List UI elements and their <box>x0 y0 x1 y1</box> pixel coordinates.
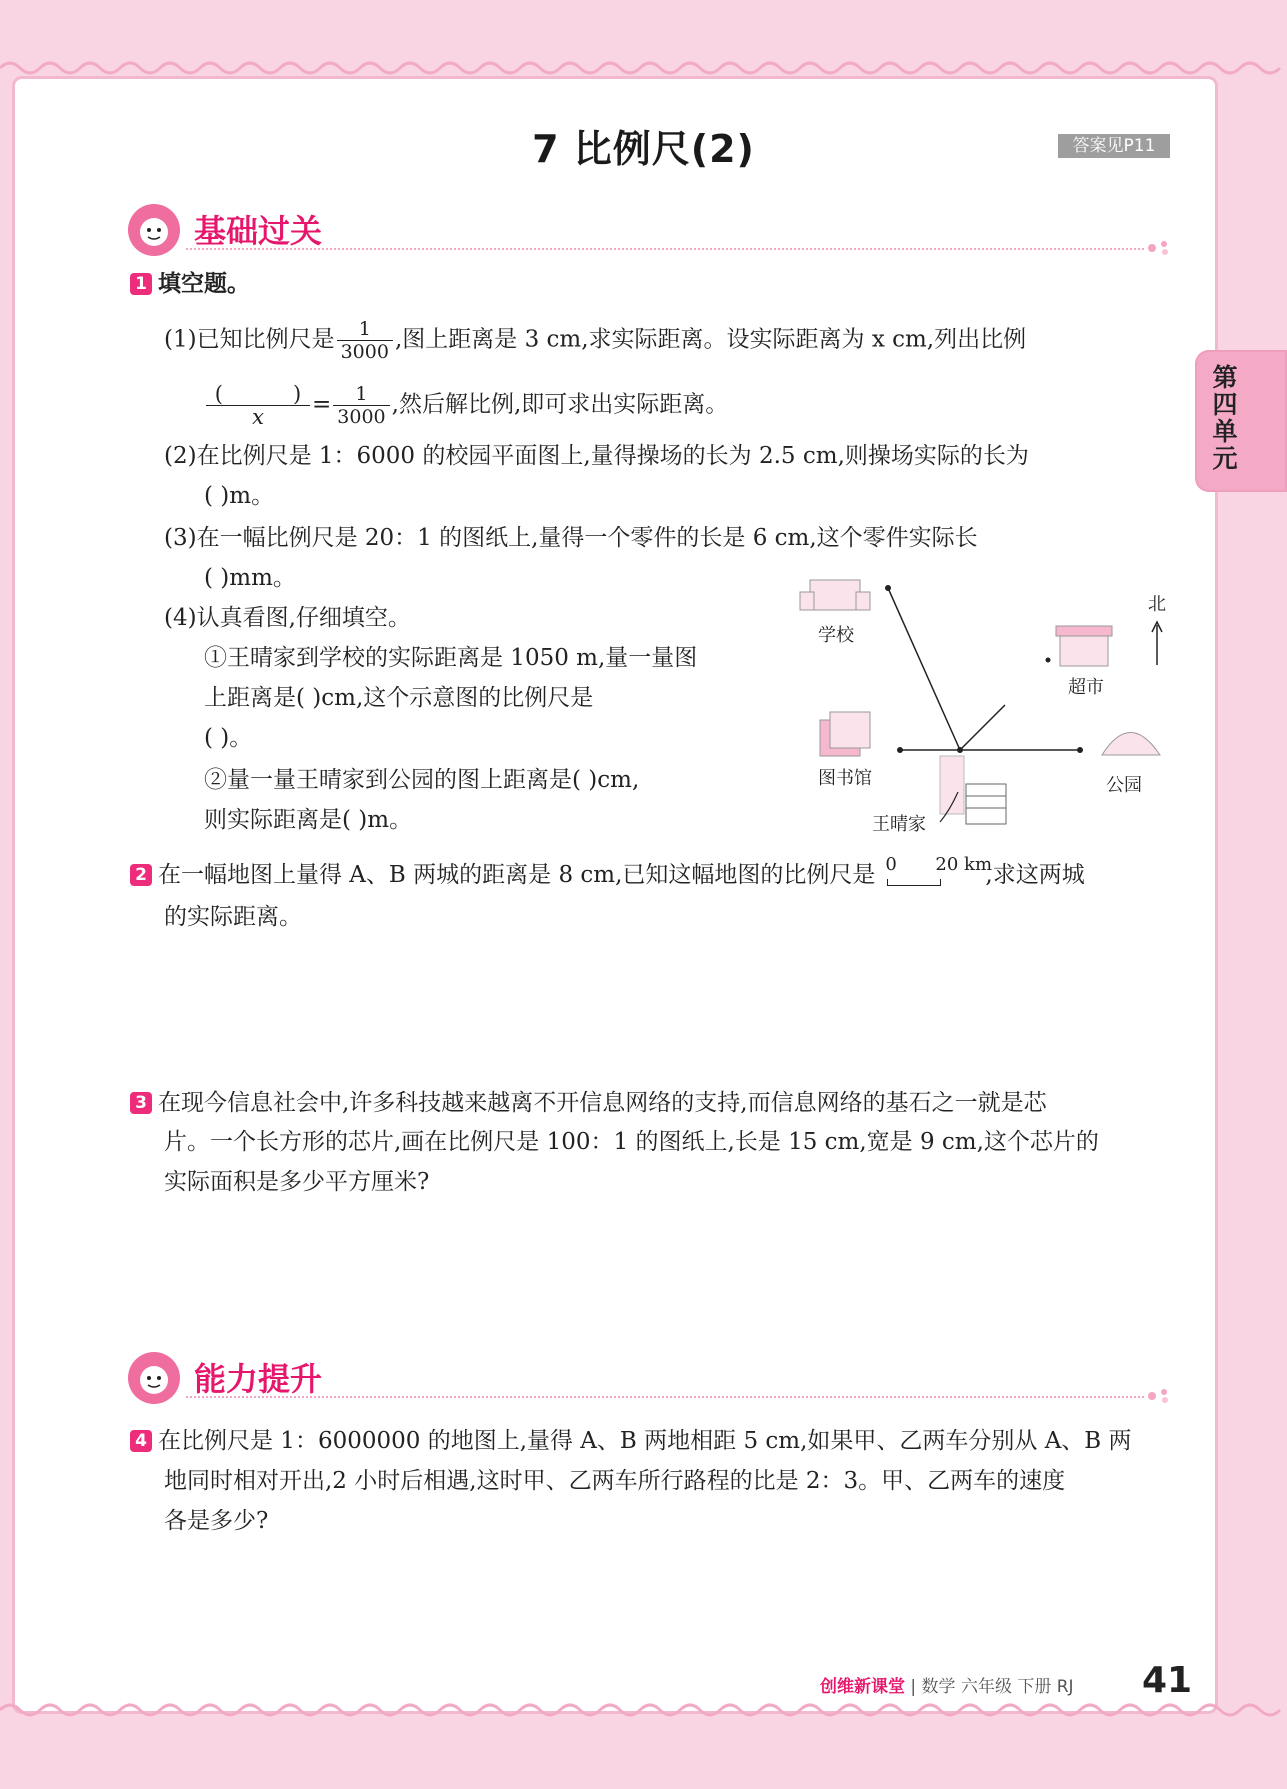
fraction <box>337 318 393 363</box>
q1-part4-1-line1: ①王晴家到学校的实际距离是 1050 m,量一量图 <box>204 645 698 671</box>
q1-part4-1-line3: ( )。 <box>204 725 253 751</box>
question-2-line1 <box>130 855 1085 895</box>
text: ,然后解比例,即可求出实际距离。 <box>391 391 729 418</box>
text: (1)已知比例尺是 <box>164 326 335 353</box>
page-number: 41 <box>1142 1660 1193 1701</box>
section-divider <box>186 1396 1144 1398</box>
section-divider <box>186 248 1144 250</box>
mascot-icon <box>128 1352 180 1404</box>
library-icon <box>820 712 870 756</box>
footer-text: | 数学 六年级 下册 RJ <box>910 1677 1074 1697</box>
question-number: 1 <box>130 273 152 295</box>
line-home-supermarket <box>960 705 1005 750</box>
label-supermarket: 超市 <box>1068 677 1104 698</box>
question-1-title <box>130 264 250 304</box>
numerator: 1 <box>337 318 393 341</box>
park-icon <box>1102 733 1160 756</box>
park-point <box>1077 747 1083 753</box>
q1-part2-line1: (2)在比例尺是 1：6000 的校园平面图上,量得操场的长为 2.5 cm,则操场实际的长为 <box>164 443 1029 469</box>
fraction-blank <box>206 383 310 428</box>
scale-line <box>887 879 941 886</box>
q1-part4-2-line1: ②量一量王晴家到公园的图上距离是( )cm, <box>204 767 640 793</box>
q1-part4-title: (4)认真看图,仔细填空。 <box>164 605 411 631</box>
mascot-icon <box>128 204 180 256</box>
text: ,图上距离是 3 cm,求实际距离。设实际距离为 x cm,列出比例 <box>394 326 1027 353</box>
footer-brand: 创维新课堂 <box>820 1677 905 1697</box>
fraction <box>333 383 389 428</box>
decor-dots-icon <box>1144 1386 1174 1406</box>
section-header-basic <box>128 204 1174 254</box>
label-north: 北 <box>1148 594 1166 615</box>
label-school: 学校 <box>818 625 854 646</box>
q1-part4-2-line2: 则实际距离是( )m。 <box>204 807 413 833</box>
q1-part4-1-line2: 上距离是( )cm,这个示意图的比例尺是 <box>204 685 594 711</box>
map-diagram <box>790 570 1180 845</box>
line-home-school <box>888 588 960 750</box>
footer-info <box>820 1672 1074 1697</box>
paren: ) <box>293 382 302 406</box>
section-label: 基础过关 <box>194 212 323 250</box>
question-4-line2: 地同时相对开出,2 小时后相遇,这时甲、乙两车所行路程的比是 2：3。甲、乙两车的速度 <box>164 1468 1066 1494</box>
decor-dots-icon <box>1144 238 1174 258</box>
q1-part3-line2: ( )mm。 <box>204 565 296 591</box>
scale-end: 20 km <box>935 854 993 875</box>
home-point <box>957 747 963 753</box>
question-3-line2: 片。一个长方形的芯片,画在比例尺是 100：1 的图纸上,长是 15 cm,宽是 9 cm,这个芯片的 <box>164 1129 1099 1155</box>
question-2-line2: 的实际距离。 <box>164 904 302 930</box>
scale-start: 0 <box>885 854 897 875</box>
bottom-wave-border <box>0 1700 1287 1720</box>
numerator: 1 <box>333 383 389 406</box>
q1-part1-line2 <box>204 383 728 428</box>
label-park: 公园 <box>1106 775 1142 796</box>
school-icon <box>800 580 870 610</box>
q1-part2-line2: ( )m。 <box>204 483 275 509</box>
question-title: 填空题。 <box>158 271 250 297</box>
unit-tab-label: 第四单元 <box>1209 364 1238 472</box>
section-label: 能力提升 <box>194 1360 323 1398</box>
unit-tab <box>1195 350 1287 492</box>
question-number: 2 <box>130 864 152 886</box>
denominator-x: x <box>252 405 264 429</box>
q1-part3-line1: (3)在一幅比例尺是 20：1 的图纸上,量得一个零件的长是 6 cm,这个零件实际长 <box>164 525 978 551</box>
equals: = <box>312 391 332 418</box>
question-4-line3: 各是多少? <box>164 1508 269 1534</box>
denominator: 3000 <box>340 341 389 363</box>
library-point <box>897 747 903 753</box>
section-header-advanced <box>128 1352 1174 1402</box>
supermarket-icon <box>1056 626 1112 666</box>
supermarket-point <box>1046 658 1051 663</box>
question-number: 4 <box>130 1430 152 1452</box>
q1-part1-line1 <box>164 318 1026 363</box>
question-4-line1 <box>130 1421 1132 1461</box>
question-number: 3 <box>130 1092 152 1114</box>
page-title: 7 比例尺(2) <box>532 127 755 171</box>
label-home: 王晴家 <box>872 814 926 835</box>
question-3-line1 <box>130 1083 1047 1123</box>
text: ,求这两城 <box>985 862 1085 888</box>
paren: ( <box>214 382 223 406</box>
text: 在比例尺是 1：6000000 的地图上,量得 A、B 两地相距 5 cm,如果甲、乙两车分别从 A、B 两 <box>158 1428 1132 1454</box>
question-3-line3: 实际面积是多少平方厘米? <box>164 1169 430 1195</box>
denominator: 3000 <box>337 406 386 428</box>
scale-bar <box>875 854 993 891</box>
text: 在一幅地图上量得 A、B 两城的距离是 8 cm,已知这幅地图的比例尺是 <box>158 862 876 888</box>
home-building-icon <box>940 756 1006 824</box>
top-wave-border <box>0 58 1287 78</box>
text: 在现今信息社会中,许多科技越来越离不开信息网络的支持,而信息网络的基石之一就是芯 <box>158 1090 1047 1116</box>
answer-reference-badge: 答案见P11 <box>1058 134 1170 158</box>
label-library: 图书馆 <box>818 768 872 789</box>
